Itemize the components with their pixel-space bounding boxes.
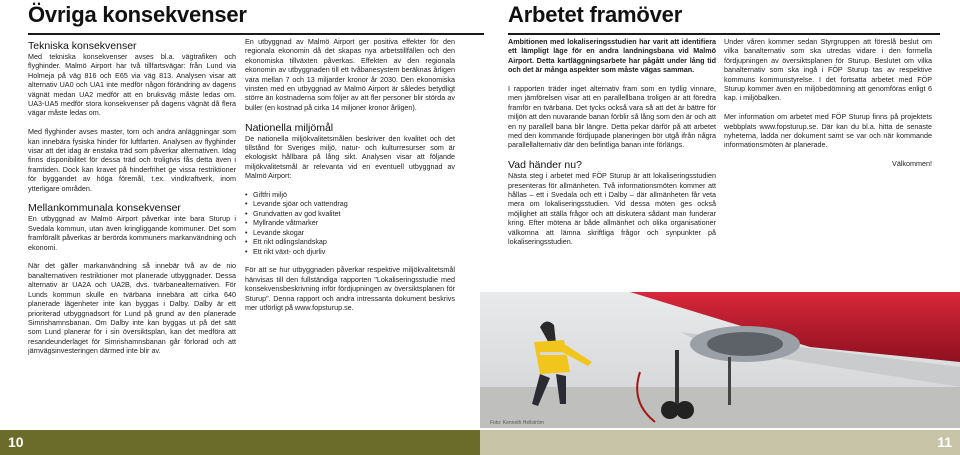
body-paragraph: I rapporten träder inget alternativ fram som en tydlig vinnare, men jämförelsen visar att en parallellbana troligen är att föredra framför en tvärbana. Det tycks också vara så att det är bättre för miljön att den nuvarande banan förblir så lång som den är och att en ny parallell bana blir längre. Detta pekar därför på att arbetet med den kommande fördjupade planeringen bör utgå ifrån några parallellalternativ där den befintliga banan inte förlängs. xyxy=(508,84,716,150)
section-subheading: Vad händer nu? xyxy=(508,159,582,172)
body-paragraph: För att se hur utbyggnaden påverkar respektive miljökvalitetsmål hänvisas till den fullständiga rapporten "Lokaliseringsstudie med konsekvensbeskrivning inför fördjupningen av översiktsplanen för Sturup". Denna rapport och andra intressanta dokument beskrivs mer utförligt på www.fopsturup.se. xyxy=(245,265,455,312)
bullet-item: • Myllrande våtmarker xyxy=(245,218,455,227)
body-paragraph: Med tekniska konsekvenser avses bl.a. vägtrafiken och flyghinder. Malmö Airport har två tillfartsvägar: från Lund via Holmeja på väg 816 och E65 via väg 813. Analysen visar att alternativ UA0 och UA1 inte medför någon förändring av dagens vägnät medan UA2 medför att en bruksväg måste ledas om. UA3-UA5 medför stora konsekvenser på dagens vägnät då flera vägar måste ledas om. xyxy=(28,52,236,118)
left-footer-bar xyxy=(0,430,480,455)
section-subheading: Mellankommunala konsekvenser xyxy=(28,202,181,215)
section-subheading: Nationella miljömål xyxy=(245,121,334,134)
bullet-item: • Giftfri miljö xyxy=(245,190,455,199)
column-1 xyxy=(28,40,236,365)
bullet-list xyxy=(245,190,455,256)
airport-photo xyxy=(480,292,960,428)
right-heading-rule xyxy=(508,33,940,35)
column-4 xyxy=(724,37,932,178)
body-paragraph: Under våren kommer sedan Styrgruppen att föreslå beslut om vilka banalternativ som ska utredas vidare i den formella fördjupningen av översiktsplanen för Sturup. Beslutet om vilka banalternativ som ska ingå i FÖP Sturup tas av respektive kommuns kommunstyrelse. I det fortsatta arbetet med FÖP Sturup kommer även en miljöbedömning att genomföras enligt 6 kap. i miljöbalken. xyxy=(724,37,932,103)
body-paragraph: När det gäller markanvändning så innebär två av de nio banalternativen restriktioner mot planerade utbyggnader. Dessa alternativ är UA2A och UA2B, dvs. tvärbanealternativen. För Lunds kommun skulle en tvärbana innebära att cirka 640 planerade lägenheter inte kan byggas i Dalby. Dalby är ett prioriterad utbyggnadsort för Lund på grund av den planerade Simrishamnsbanan. Om Dalby inte kan byggas ut på det sätt som Lund planerar för i sin översiktsplan, kan det medföra att resandeunderlaget för Simrishamnsbanan går förlorad och att järnvägsinvesteringen därmed inte blir av. xyxy=(28,261,236,356)
right-page-number: 11 xyxy=(937,434,952,450)
column-3 xyxy=(508,37,716,256)
body-paragraph: En utbyggnad av Malmö Airport ger positiva effekter för den regionala ekonomin då det skapas nya arbetstillfällen och den ekonomiska tillväxten påverkas. Effekten av den regionala ekonomin av utbyggnaden till ett tvåbanesystem beräknas årligen vara mellan 7 och 13 miljarder kronor år 2030. Den ekonomiska vinsten med en utbyggnad av Malmö Airport är således betydligt större än kostnaderna som följer av att fler personer blir störda av buller (en kostnad på cirka 14 miljoner kronor årligen). xyxy=(245,37,455,112)
column-2 xyxy=(245,37,455,322)
body-paragraph: En utbyggnad av Malmö Airport påverkar inte bara Sturup i Svedala kommun, utan även kringliggande kommuner. Det som framförallt påverkas är berörda kommuners markanvändning och ekonomi. xyxy=(28,214,236,252)
bullet-item: • Levande skogar xyxy=(245,228,455,237)
photo-credit: Foto: Kenneth Hellström xyxy=(490,420,544,426)
left-heading-rule xyxy=(28,33,484,35)
right-page-heading: Arbetet framöver xyxy=(508,2,683,27)
left-page-number: 10 xyxy=(8,434,24,450)
body-paragraph: Mer information om arbetet med FÖP Sturup finns på projektets webbplats www.fopsturup.se. Där kan du bl.a. hitta de senaste nyheterna, ladda ner dokument samt se var och när kommande informationsmöten är planerade. xyxy=(724,112,932,150)
bullet-item: • Grundvatten av god kvalitet xyxy=(245,209,455,218)
body-paragraph: Nästa steg i arbetet med FÖP Sturup är att lokaliseringsstudien presenteras för allmänheten. Två informationsmöten kommer att hållas – ett i Svedala och ett i Dalby – där allmänheten får veta mera om lokaliseringsstudien. Vid dessa möten ges också möjlighet att ställa frågor och att diskutera sådant man funderar kring. Efter mötena är både allmänhet och olika organisationer välkomna att lämna skriftliga frågor och synpunkter på lokaliseringsstudien. xyxy=(508,171,716,247)
bullet-item: • Ett rikt odlingslandskap xyxy=(245,237,455,246)
left-page-heading: Övriga konsekvenser xyxy=(28,2,247,27)
closing-line: Välkommen! xyxy=(892,159,932,169)
body-paragraph: De nationella miljökvalitetsmålen beskriver den kvalitet och det tillstånd för Sveriges miljö, natur- och kulturresurser som är ekologiskt hållbara på lång sikt. Analysen visar att följande miljökvalitetsmål är relevanta vid en eventuell utbyggnad av Malmö Airport: xyxy=(245,133,455,181)
body-paragraph: Med flyghinder avses master, torn och andra anläggningar som kan innebära fysiska hinder för luftfarten. Analysen av flyghinder visar att det idag är enstaka träd som påverkar alternativen. Idag finns disponibilitet för dessa träd och troligtvis fås detta även i framtiden. Dock kan kravet på hinderfrihet ge vissa restriktioner för byggandet av höga föremål, t.ex. vindkraftverk, inom ytterligare områden. xyxy=(28,127,236,193)
section-subheading: Tekniska konsekvenser xyxy=(28,40,137,52)
right-footer-bar xyxy=(480,430,960,455)
bullet-item: • Levande sjöar och vattendrag xyxy=(245,199,455,208)
bullet-item: • Ett rikt växt- och djurliv xyxy=(245,247,455,256)
lead-paragraph: Ambitionen med lokaliseringsstudien har varit att identifiera ett lämpligt läge för en andra landningsbana vid Malmö Airport. Detta kartläggningsarbete har pågått under lång tid och det är många aspekter som måste vägas samman. xyxy=(508,37,716,75)
